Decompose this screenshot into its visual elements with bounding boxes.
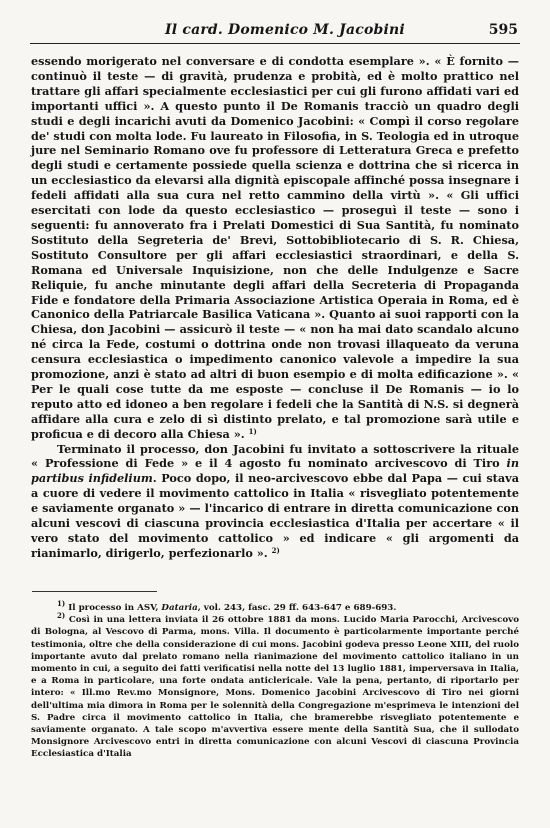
- footnotes: [31, 599, 520, 761]
- page-number: 595: [488, 22, 518, 38]
- footnote-2: [31, 611, 520, 760]
- footnote-1-mark: 1): [57, 599, 66, 608]
- footnote-2-text: Così in una lettera inviata il 26 ottobre 1881 da mons. Lucido Maria Parocchi, Arcivescovo di Bologna, al Vescovo di Parma, mons. Villa. Il documento è particolarmente importante perché testimonia, oltre che della considerazione di cui mons. Jacobini godeva presso Leone XIII, del ruolo importante avuto dal prelato romano nella rianimazione del movimento cattolico italiano in un momento in cui, a seguito dei fatti verificatisi nella notte del 13 luglio 1881, imperversava in Italia, e a Roma in particolare, una forte ondata anticlericale. Vale la pena, pertanto, di riportarlo per intero: « Ill.mo Rev.mo Monsignore, Mons. Domenico Jacobini Arcivescovo di Tiro nei giorni dell'ultima mia dimora in Roma per le solennità della Congregazione m'esprimeva le intenzioni del S. Padre circa il movimento cattolico in Italia, che bramerebbe risvegliato potentemente e saviamente organato. A tale scopo m'avvertiva essere mente della Santità Sua, che il sullodato Monsignore Arcivescovo entri in diretta comunicazione con alcuni Vescovi di ciascuna Provincia Ecclesiastica d'Italia: [31, 615, 520, 760]
- footnote-1-text-b: , vol. 243, fasc. 29 ff. 643-647 e 689-693.: [197, 603, 397, 613]
- paragraph-2-text-a: Terminato il processo, don Jacobini fu invitato a sottoscrivere la rituale « Professione di Fede » e il 4 agosto fu nominato arcivescovo di Tiro: [31, 441, 519, 471]
- paragraph-1: [31, 54, 519, 442]
- footnote-1: [31, 599, 519, 614]
- footnote-2-mark: 2): [57, 611, 66, 621]
- paragraph-2-text-b: . Poco dopo, il neo-arcivescovo ebbe dal Papa — cui stava a cuore di vedere il movimento cattolico in Italia « risvegliato potentemente e saviamente organato » — l'incarico di entrare in diretta comunicazione con alcuni vescovi di ciascuna provincia ecclesiastica d'Italia per accertare « il vero stato del movimento cattolico » ed indicare « gli argomenti da rianimarlo, dirigerlo, perfezionarlo ».: [31, 471, 519, 560]
- footnote-ref-2: 2): [271, 545, 280, 555]
- running-head: [30, 22, 520, 42]
- footnote-1-text-a: Il processo in ASV,: [68, 603, 162, 613]
- running-title: Il card. Domenico M. Jacobini: [165, 22, 405, 38]
- footnote-ref-1: 1): [248, 426, 257, 436]
- paragraph-2-italic: in partibus infidelium: [31, 456, 519, 486]
- paragraph-1-text: essendo morigerato nel conversare e di condotta esemplare ». « È fornito — continuò il teste — di gravità, prudenza e probità, ed è molto prattico nel trattare gli affari specialmente ecclesiastici per cui gli furono affidati vari ed importanti uffici ». A questo punto il De Romanis tracciò un quadro degli studi e degli incarichi avuti da Domenico Jacobini: « Compì il corso regolare de' studi con molta lode. Fu laureato in Filosofia, in S. Teologia ed in utroque jure nel Seminario Romano ove fu professore di Letteratura Greca e prefetto degli studi e certamente possiede quella scienza e dottrina che si ricerca in un ecclesiastico da elevarsi alla dignità episcopale affinché possa insegnare i fedeli affidati alla sua cura nel retto cammino della virtù ». « Gli uffici esercitati con lode da questo ecclesiastico — proseguì il teste — sono i seguenti: fu annoverato fra i Prelati Domestici di Sua Santità, fu nominato Sostituto della Segreteria de' Brevi, Sottobibliotecario di S. R. Chiesa, Sostituto Consultore per gli affari ecclesiastici straordinari, e della S. Romana ed Universale Inquisizione, non che delle Indulgenze e Sacre Reliquie, fu anche minutante degli affari della Secreteria di Propaganda Fide e fondatore della Primaria Associazione Artistica Operaia in Roma, ed è Canonico della Patriarcale Basilica Vaticana ». Quanto ai suoi rapporti con la Chiesa, don Jacobini — assicurò il teste — « non ha mai dato scandalo alcuno né circa la Fede, costumi o dottrina onde non trovasi illaqueato da veruna censura ecclesiastica o impedimento canonico valevole a impedire la sua promozione, anzi è stato ad altri di buon esempio e di molta edificazione ». « Per le quali cose tutte da me esposte — concluse il De Romanis — io lo reputo atto ed idoneo a ben regolare i fedeli che la Santità di N.S. si degnerà affidare alla cura e zelo di sì distinto prelato, e tal promozione sarà utile e proficua e di decoro alla Chiesa ».: [31, 54, 519, 441]
- body-text: [31, 54, 519, 561]
- header-rule: [30, 43, 520, 44]
- footnote-1-italic: Dataria: [161, 603, 198, 613]
- footnote-rule: [32, 591, 157, 592]
- paragraph-2: [31, 442, 519, 561]
